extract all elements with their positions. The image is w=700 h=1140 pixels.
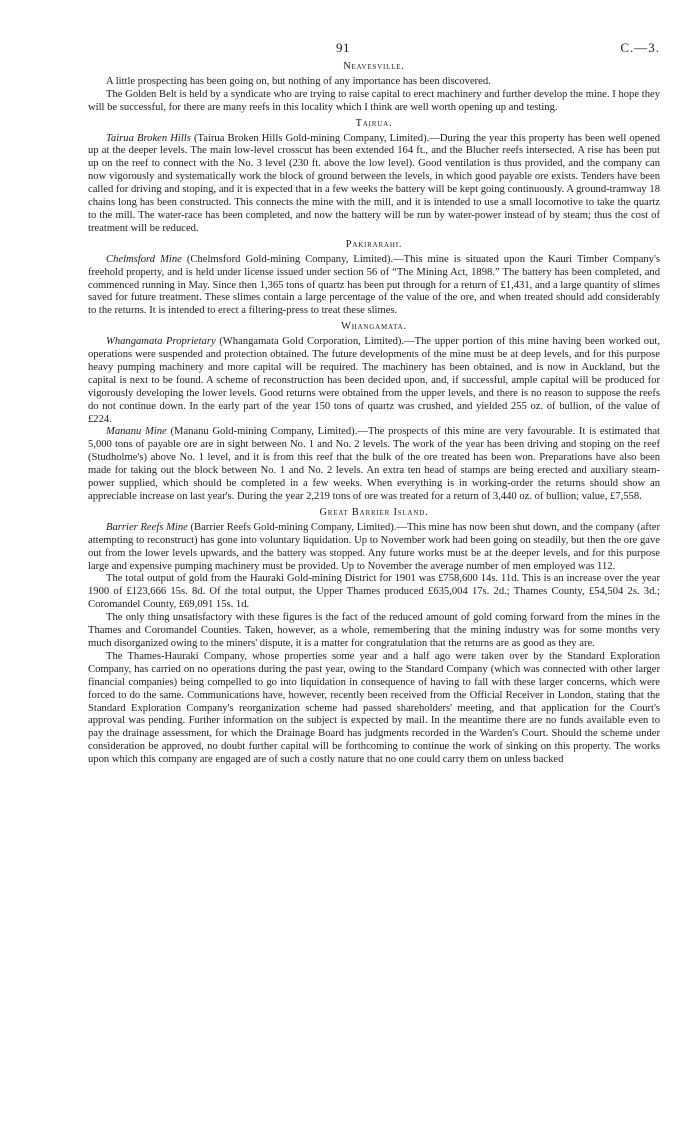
section-heading: Great Barrier Island. [319, 506, 429, 518]
paragraph-text: The Golden Belt is held by a syndicate who are trying to raise capital to erect machinery and further develop the mine. I hope they will be successful, for there are many reefs in this locality which I think are well worth opening up and testing. [88, 88, 660, 113]
paragraph [88, 651, 660, 767]
paragraph [88, 426, 660, 503]
paragraph-text: (Chelmsford Gold-mining Company, Limited).—This mine is situated upon the Kauri Timber Company's freehold property, and is held under license issued under section 56 of “The Mining Act, 1898.” The battery has been completed, and commenced running in May. Since then 1,365 tons of quartz has been put through for a return of £1,431, and a large quantity of slimes saved for future treatment. These slimes contain a large percentage of the value of the ore, and when treated should add considerably to the returns. It is intended to erect a filtering-press to treat these slimes. [88, 253, 660, 317]
paragraph [88, 133, 660, 236]
section-great-barrier-island [88, 507, 660, 767]
paragraph-text: (Tairua Broken Hills Gold-mining Company, Limited).—During the year this property has been well opened up at the deeper levels. The main low-level crosscut has been extended 164 ft., and the Blucher reefs intersected. A rise has been put up on the reef to connect with the No. 3 level (230 ft. above the low level). Good ventilation is thus provided, and the company can now vigorously and systematically work the block of ground between the levels, in which good payable ore exists. Tenders have been called for driving and stoping, and it is expected that in a few weeks the battery will be kept going continuously. A ground-tramway 18 chains long has been constructed. This connects the mine with the mill, and it is intended to use a small locomotive to take the quartz to the mill. The water-race has been completed, and now the battery will be run by water-power instead of by steam; thus the cost of treatment will be reduced. [88, 132, 660, 234]
mine-name: Chelmsford Mine [106, 253, 182, 265]
page-number: 91 [336, 40, 350, 55]
mine-name: Barrier Reefs Mine [106, 521, 188, 533]
paragraph [88, 76, 660, 89]
paragraph-text: (Whangamata Gold Corporation, Limited).—The upper portion of this mine having been worked out, operations were suspended and protection obtained. The future developments of the mine must be at deep levels, and for this purpose heavy pumping machinery and more capital will be required. The machinery has been obtained, and is now in Auckland, but the capital is next to be found. A scheme of reconstruction has been decided upon, and, if successful, ample capital will be produced for vigorously developing the lower levels. Good returns were obtained from the upper levels, and there is no reason to suppose the reefs do not continue down. In the early part of the year 150 tons of quartz was crushed, and yielded 255 oz. of bullion, of the value of £224. [88, 336, 660, 425]
paragraph-text: The total output of gold from the Hauraki Gold-mining District for 1901 was £758,600 14s. 11d. This is an increase over the year 1900 of £123,666 15s. 8d. Of the total output, the Upper Thames produced £635,004 17s. 2d.; Thames County, £54,504 2s. 3d.; Coromandel County, £69,091 15s. 1d. [88, 573, 660, 611]
paragraph-text: A little prospecting has been going on, but nothing of any importance has been discovered. [106, 75, 491, 87]
running-header [88, 36, 660, 58]
paragraph [88, 89, 660, 115]
section-heading: Neavesville. [343, 61, 405, 72]
section-heading: Whangamata. [341, 321, 407, 333]
paragraph [88, 254, 660, 319]
section-whangamata [88, 321, 660, 504]
section-neavesville [88, 61, 660, 115]
paragraph-text: The Thames-Hauraki Company, whose properties some year and a half ago were taken over by the Standard Exploration Company, has carried on no operations during the past year, owing to the Standard Company (which was connected with other larger financial companies) being compelled to go into liquidation in consequence of having to fall with these larger concerns, which were forced to do the same. Communications have, however, recently been received from the Official Receiver in London, stating that the Standard Exploration Company's reorganization scheme had passed shareholders' meeting, and that application for the Court's approval was pending. Further information on the subject is expected by mail. In the meantime there are no funds available even to pay the drainage assessment, for which the Drainage Board has judgments recorded in the Warden's Court. Should the scheme under consideration be approved, no doubt further capital will be forthcoming to continue the work of sinking on this property. The works upon which this company are engaged are of such a costly nature that no one could carry them on unless backed [88, 650, 660, 766]
paragraph-text: (Barrier Reefs Gold-mining Company, Limited).—This mine has now been shut down, and the company (after attempting to reconstruct) has gone into voluntary liquidation. Up to November work had been going on steadily, but then the ore gave out from the lower levels upwards, and the battery was stopped. Any future works must be at the deeper levels, and for this purpose large and expensive pumping machinery must be provided. Up to November the average number of men employed was 112. [88, 521, 660, 572]
section-heading: Pakirarahi. [345, 238, 403, 250]
paragraph [88, 336, 660, 426]
mine-name: Whangamata Proprietary [106, 336, 216, 348]
section-pakirarahi [88, 239, 660, 318]
paragraph [88, 573, 660, 612]
section-tairua [88, 118, 660, 236]
document-reference: C.—3. [620, 40, 660, 55]
paragraph [88, 612, 660, 651]
paragraph-text: (Mananu Gold-mining Company, Limited).—The prospects of this mine are very favourable. It is estimated that 5,000 tons of payable ore are in sight between No. 1 and No. 2 levels. The work of the year has been driving and stoping on the reef (Studholme's) above No. 1 level, and it is from this reef that the bulk of the ore treated has been won. Preparations have also been made for taking out the block between No. 1 and No. 2 levels. An extra ten head of stamps are being erected and auxiliary steam-power supplied, which should be completed in a few weeks. When everything is in working-order the returns should show an appreciable increase on last year's. During the year 2,219 tons of ore was treated for a return of 3,440 oz. of bullion; value, £7,558. [88, 426, 660, 502]
section-heading: Tairua. [355, 117, 393, 129]
mine-name: Mananu Mine [106, 426, 167, 438]
mine-name: Tairua Broken Hills [106, 132, 191, 144]
paragraph-text: The only thing unsatisfactory with these figures is the fact of the reduced amount of gold coming forward from the mines in the Thames and Coromandel Counties. Taken, however, as a whole, remembering that the mining industry was for some months very much disorganized owing to the miners' dispute, it is a matter for congratulation that the returns are as good as they are. [88, 612, 660, 649]
paragraph [88, 522, 660, 574]
